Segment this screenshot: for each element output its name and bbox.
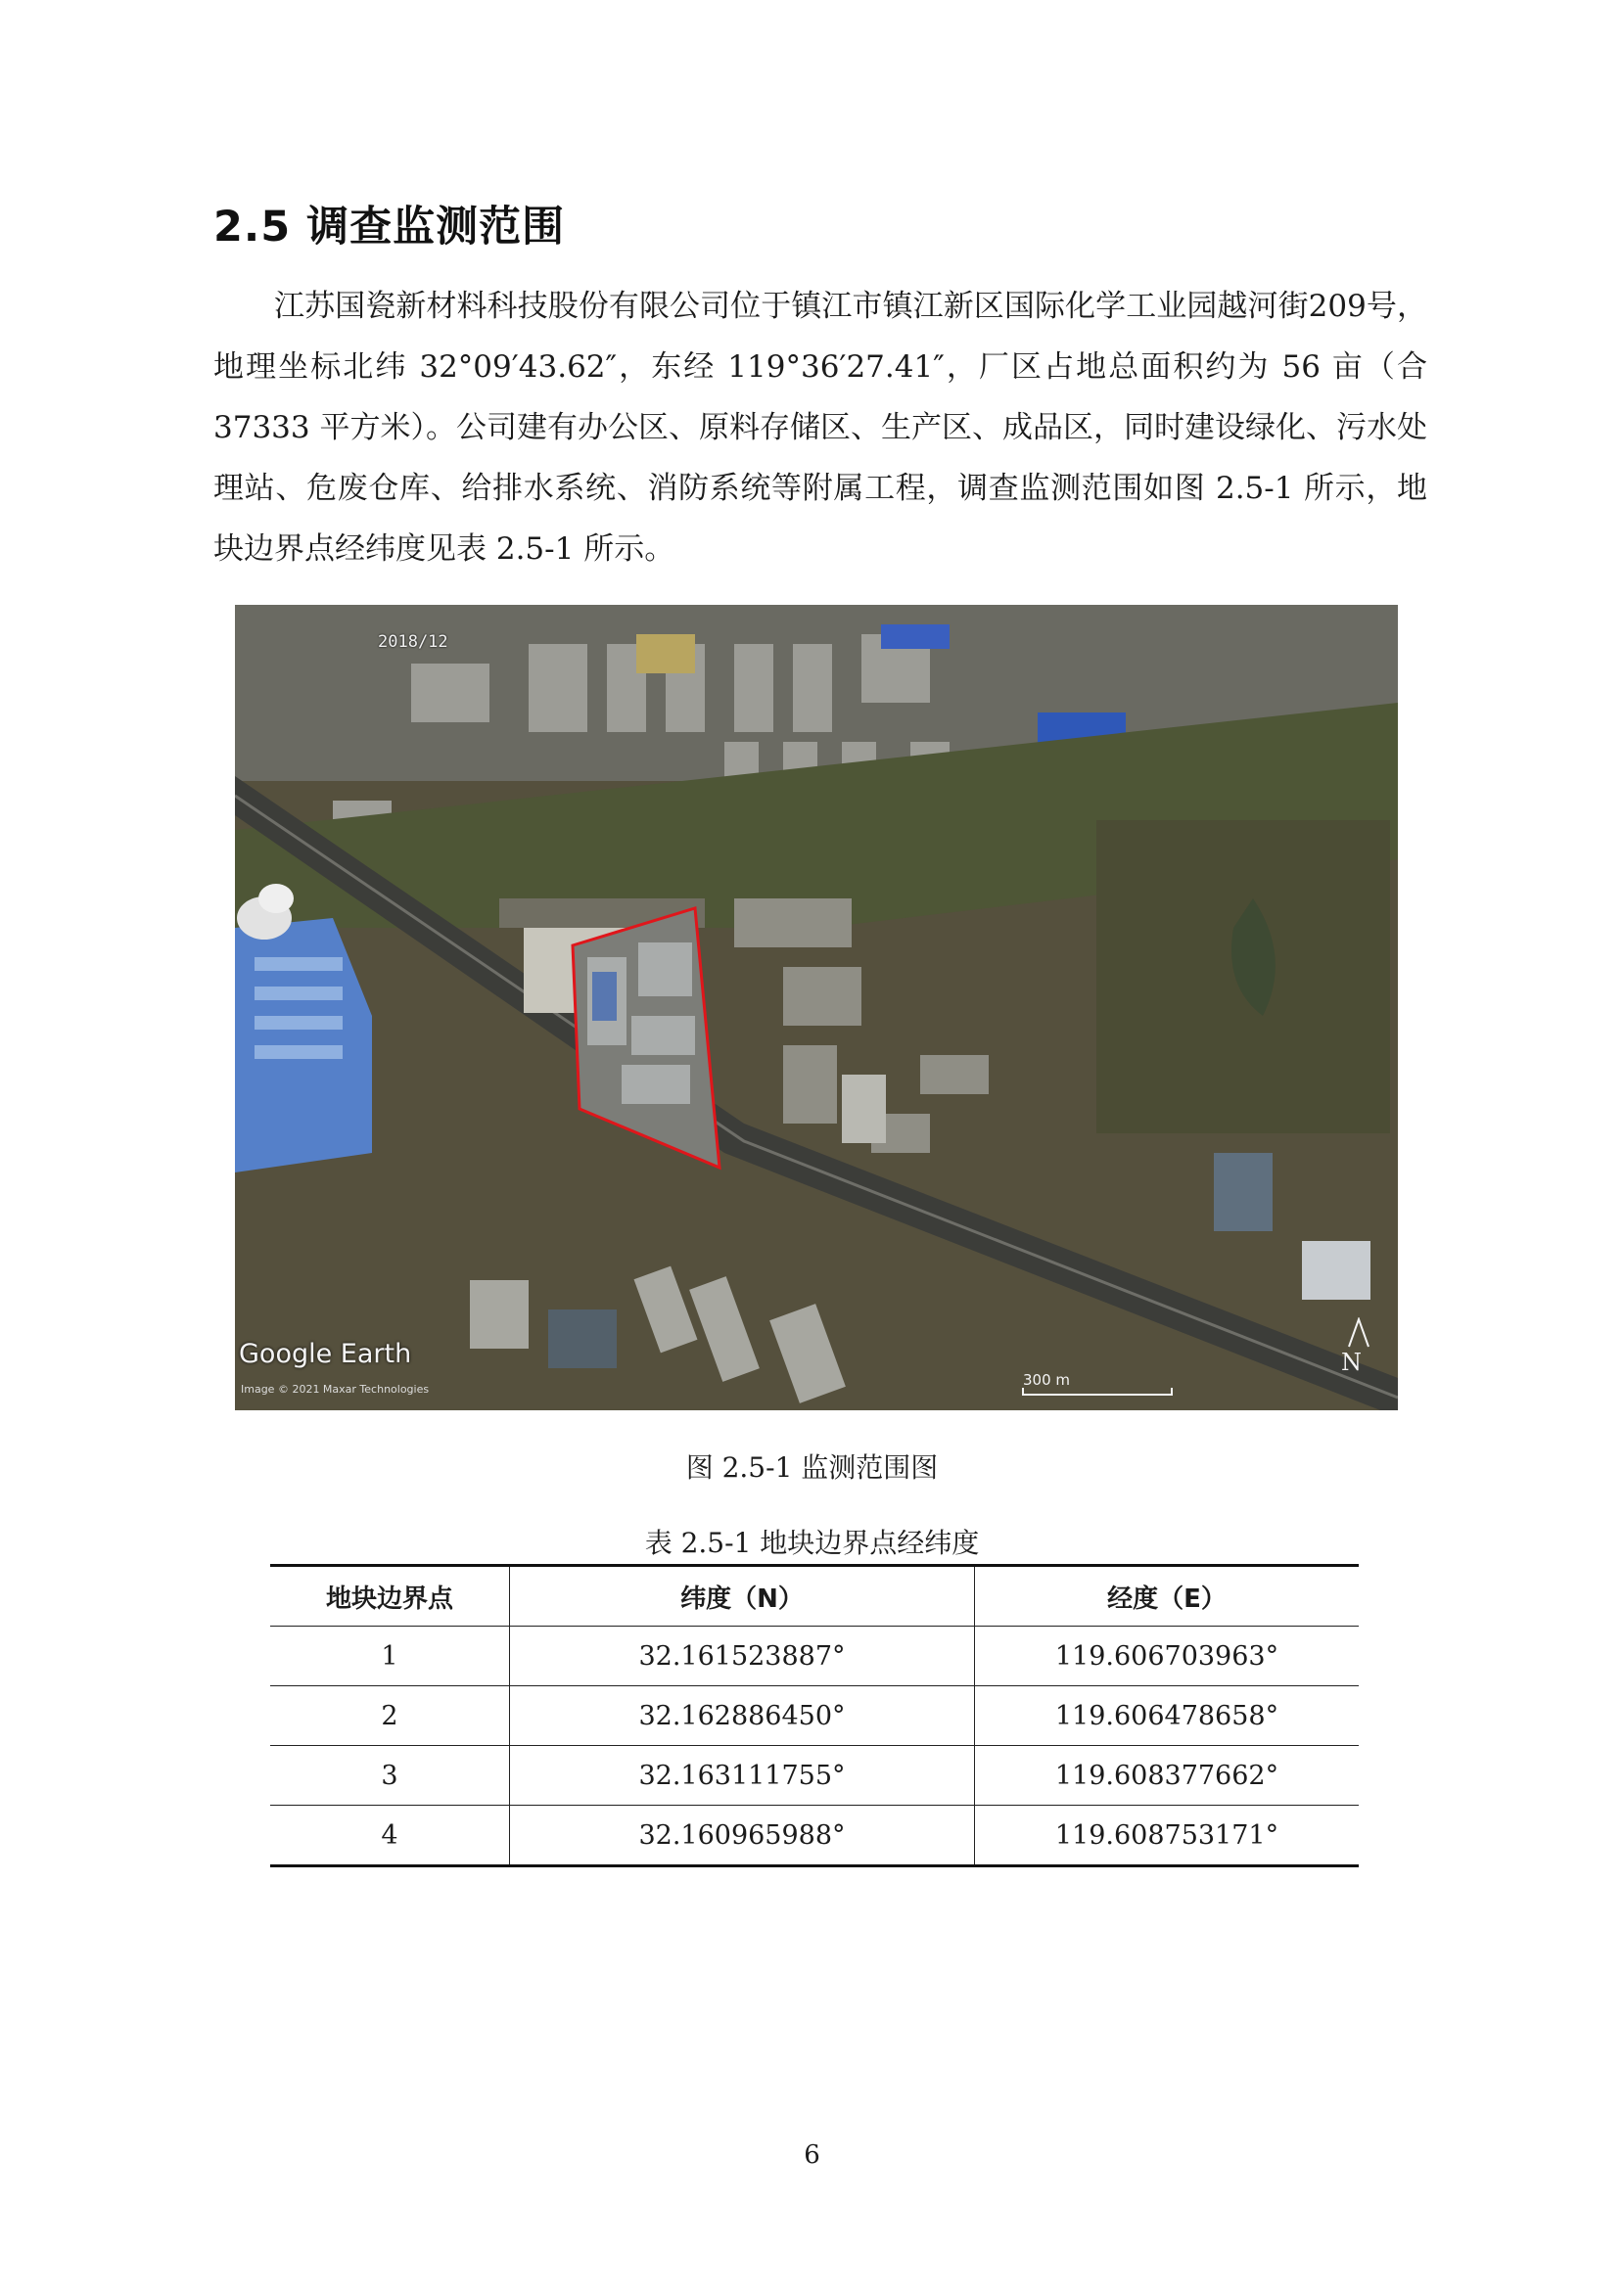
- cell-point: 4: [270, 1806, 510, 1866]
- map-scale-label: 300 m: [1023, 1371, 1071, 1389]
- table-row: [270, 1627, 1359, 1686]
- map-date-stamp: 2018/12: [378, 632, 448, 652]
- table-caption: 表 2.5-1 地块边界点经纬度: [644, 1527, 980, 1559]
- cell-latitude: 32.161523887°: [510, 1627, 975, 1686]
- cell-point: 3: [270, 1746, 510, 1806]
- table-row: [270, 1806, 1359, 1866]
- cell-latitude: 32.162886450°: [510, 1686, 975, 1746]
- cell-longitude: 119.608377662°: [975, 1746, 1360, 1806]
- column-header-latitude: 纬度（N）: [510, 1566, 975, 1627]
- figure-caption: 图 2.5-1 监测范围图: [685, 1451, 939, 1484]
- satellite-map: [235, 605, 1398, 1410]
- map-brand-watermark: Google Earth: [239, 1339, 412, 1369]
- body-paragraph: 江苏国瓷新材料科技股份有限公司位于镇江市镇江新区国际化学工业园越河街209号，地理坐标北纬 32°09′43.62″，东经 119°36′27.41″，厂区占地总面积约为 56 亩（合 37333 平方米）。公司建有办公区、原料存储区、生产区、成品区，同时建设绿化、污水处理站、危废仓库、给排水系统、消防系统等附属工程，调查监测范围如图 2.5-1 所示，地块边界点经纬度见表 2.5-1 所示。: [213, 289, 1427, 567]
- table-row: [270, 1746, 1359, 1806]
- map-scale-bar: [1022, 1388, 1173, 1396]
- north-label: N: [1341, 1349, 1362, 1376]
- table-row: [270, 1686, 1359, 1746]
- cell-point: 2: [270, 1686, 510, 1746]
- column-header-point: 地块边界点: [270, 1566, 510, 1627]
- cell-latitude: 32.163111755°: [510, 1746, 975, 1806]
- cell-latitude: 32.160965988°: [510, 1806, 975, 1866]
- cell-longitude: 119.606478658°: [975, 1686, 1360, 1746]
- map-imagery-credit: Image © 2021 Maxar Technologies: [241, 1383, 430, 1396]
- map-imagery: [235, 605, 1398, 1410]
- section-heading: 2.5 调查监测范围: [213, 203, 566, 252]
- table-header-row: [270, 1566, 1359, 1627]
- cell-longitude: 119.606703963°: [975, 1627, 1360, 1686]
- cell-point: 1: [270, 1627, 510, 1686]
- column-header-longitude: 经度（E）: [975, 1566, 1360, 1627]
- boundary-coordinates-table: [270, 1564, 1359, 1867]
- cell-longitude: 119.608753171°: [975, 1806, 1360, 1866]
- page-number: 6: [804, 2140, 820, 2170]
